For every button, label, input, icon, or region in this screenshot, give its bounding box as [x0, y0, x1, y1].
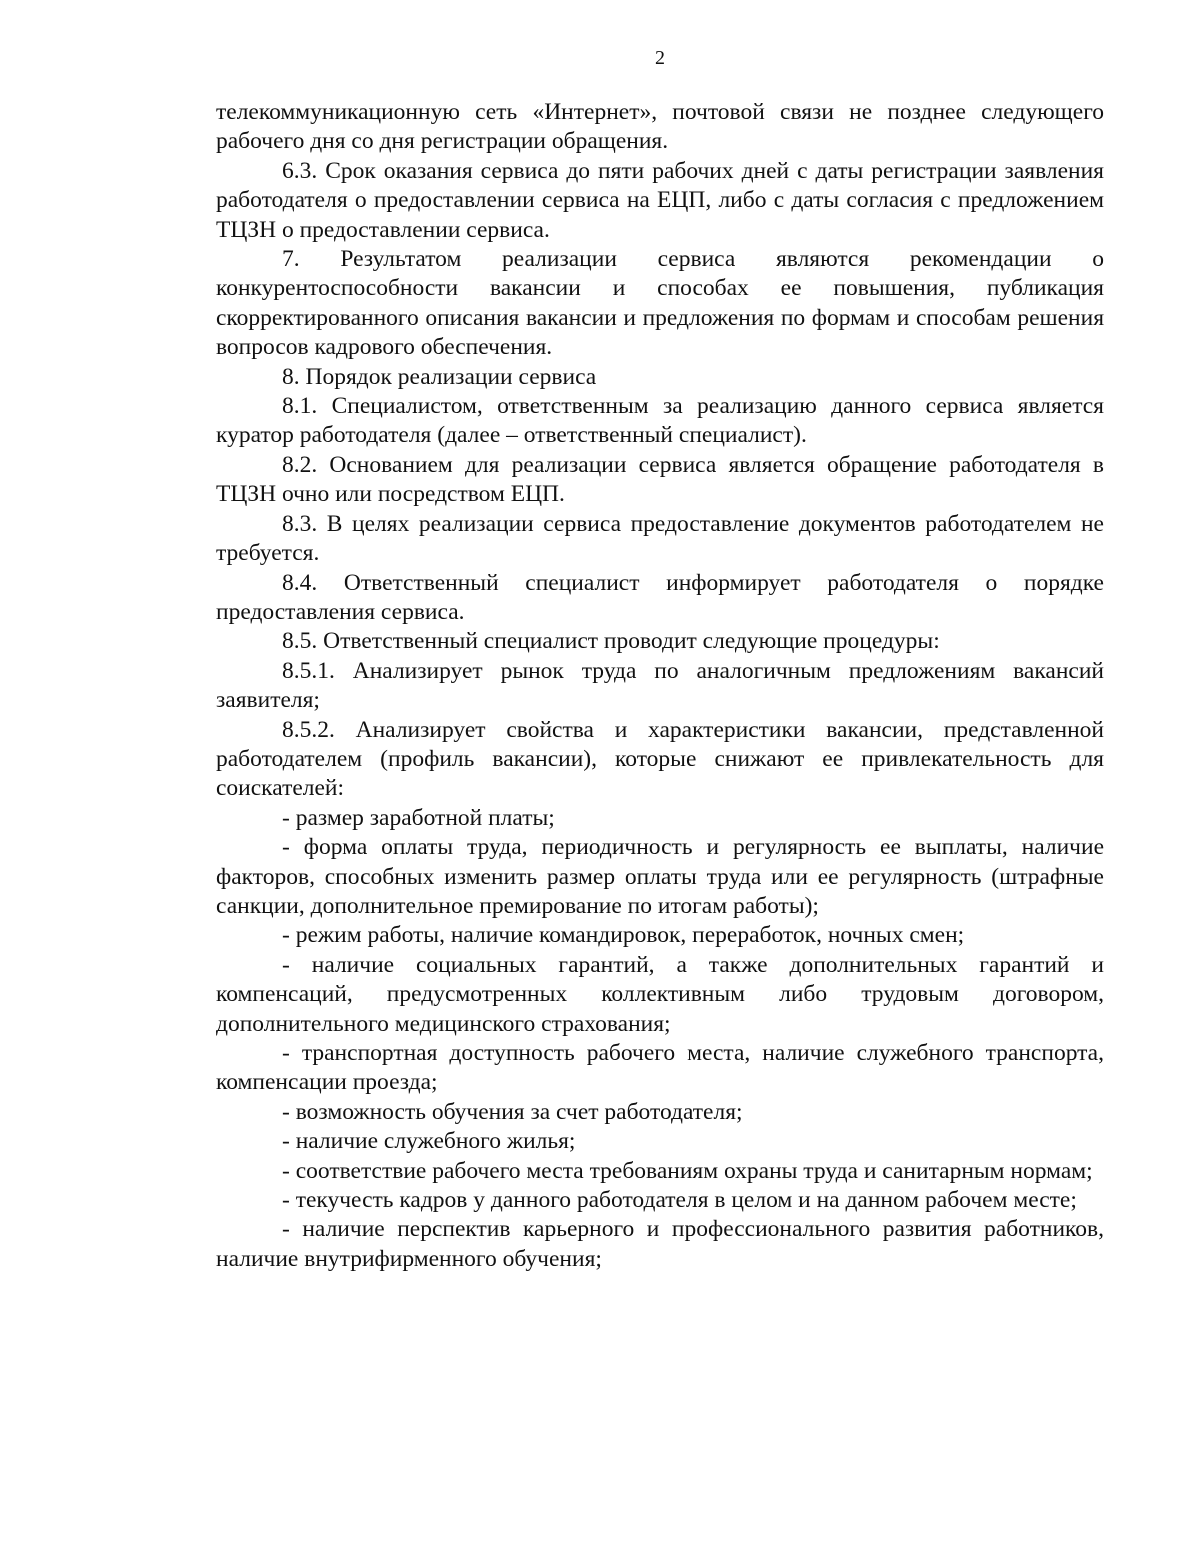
list-item-turnover: - текучесть кадров у данного работодателя в целом и на данном рабочем месте; [282, 1187, 1077, 1214]
list-item-housing: - наличие служебного жилья; [282, 1128, 576, 1155]
paragraph-8-heading: 8. Порядок реализации сервиса [282, 363, 597, 390]
list-item-payment-form: - форма оплаты труда, периодичность и регулярность ее выплаты, наличие факторов, способных изменить размер оплаты труда или ее регулярность (штрафные санкции, дополнительное премирование по итогам работы); [216, 834, 1104, 919]
paragraph-7: 7. Результатом реализации сервиса являются рекомендации о конкурентоспособности вакансии и способах ее повышения, публикация скорректированного описания вакансии и предложения по формам и способам решения вопросов кадрового обеспечения. [216, 246, 1104, 361]
paragraph-8-5-1: 8.5.1. Анализирует рынок труда по аналогичным предложениям вакансий заявителя; [216, 657, 1104, 714]
paragraph-continuation: телекоммуникационную сеть «Интернет», почтовой связи не позднее следующего рабочего дня со дня регистрации обращения. [216, 99, 1104, 155]
list-item-transport: - транспортная доступность рабочего места, наличие служебного транспорта, компенсации проезда; [216, 1040, 1104, 1096]
paragraph-8-5-2: 8.5.2. Анализирует свойства и характеристики вакансии, представленной работодателем (профиль вакансии), которые снижают ее привлекательность для соискателей: [216, 716, 1104, 802]
paragraph-8-3: 8.3. В целях реализации сервиса предоставление документов работодателем не требуется. [216, 510, 1104, 567]
list-item-social-guarantees: - наличие социальных гарантий, а также дополнительных гарантий и компенсаций, предусмотренных коллективным либо трудовым договором, дополнительного медицинского страхования; [216, 951, 1104, 1037]
paragraph-8-5: 8.5. Ответственный специалист проводит следующие процедуры: [282, 628, 940, 655]
document-body [216, 98, 1104, 1274]
list-item-salary: - размер заработной платы; [282, 804, 555, 831]
paragraph-8-1: 8.1. Специалистом, ответственным за реализацию данного сервиса является куратор работодателя (далее – ответственный специалист). [216, 393, 1104, 449]
list-item-work-schedule: - режим работы, наличие командировок, переработок, ночных смен; [282, 922, 965, 949]
paragraph-8-2: 8.2. Основанием для реализации сервиса является обращение работодателя в ТЦЗН очно или посредством ЕЦП. [216, 451, 1104, 508]
list-item-safety: - соответствие рабочего места требованиям охраны труда и санитарным нормам; [282, 1157, 1093, 1184]
paragraph-6-3: 6.3. Срок оказания сервиса до пяти рабочих дней с даты регистрации заявления работодателя о предоставлении сервиса на ЕЦП, либо с даты согласия с предложением ТЦЗН о предоставлении сервиса. [216, 157, 1104, 243]
list-item-career: - наличие перспектив карьерного и профессионального развития работников, наличие внутрифирменного обучения; [216, 1216, 1104, 1272]
list-item-training: - возможность обучения за счет работодателя; [282, 1098, 743, 1125]
paragraph-8-4: 8.4. Ответственный специалист информирует работодателя о порядке предоставления сервиса. [216, 569, 1104, 625]
page-number: 2 [655, 47, 665, 69]
